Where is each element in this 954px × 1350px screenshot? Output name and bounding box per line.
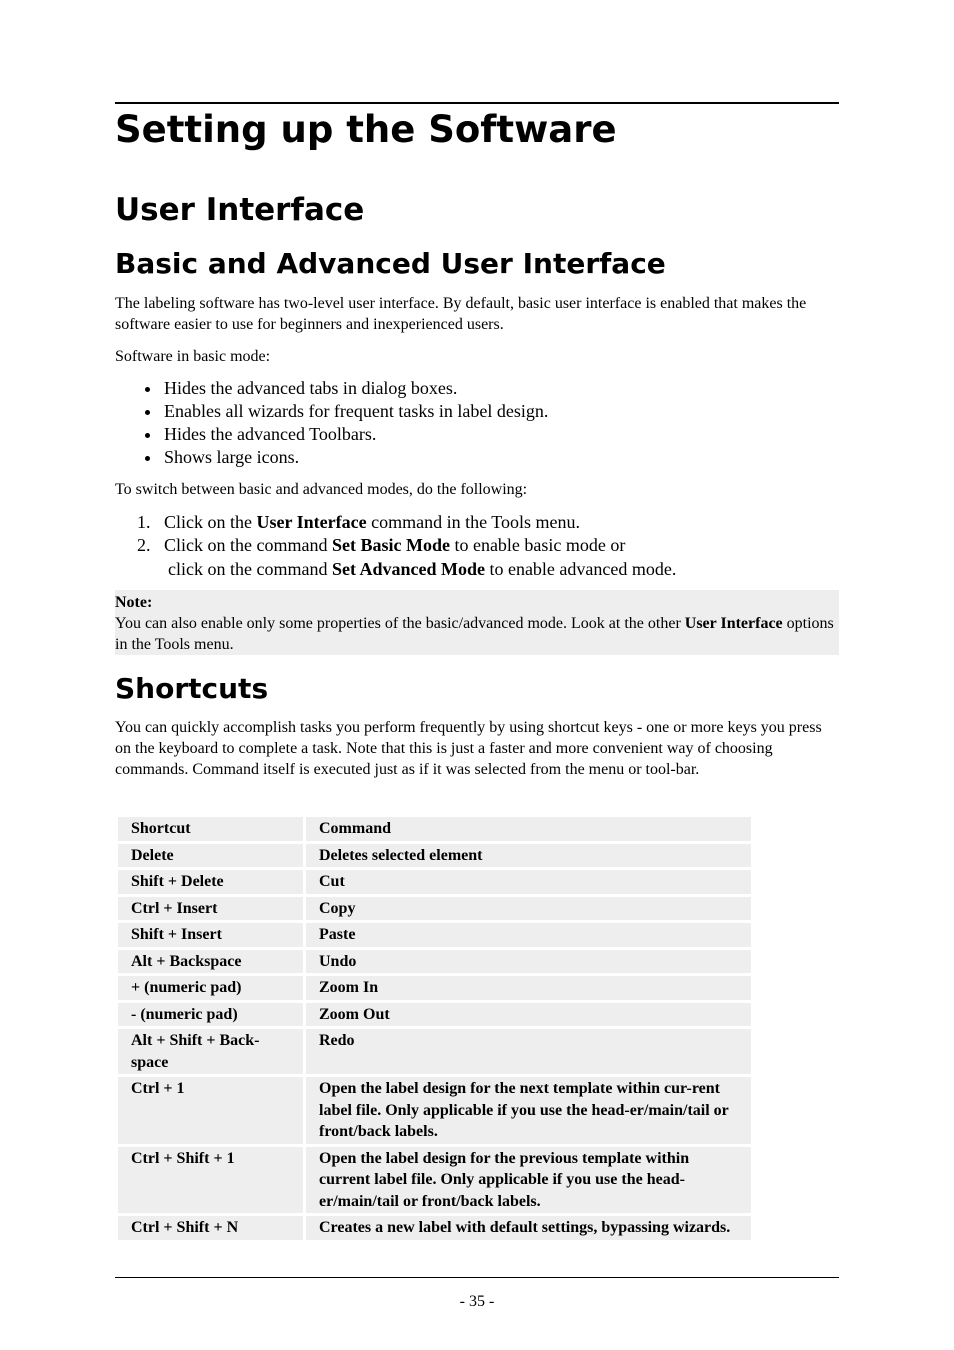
- table-row: [118, 950, 751, 974]
- intro-paragraph: The labeling software has two-level user interface. By default, basic user interface is enabled that makes the software easier to use for beginners and inexperienced users.: [115, 295, 807, 333]
- table-row: [118, 923, 751, 947]
- table-row: [118, 1029, 751, 1074]
- command-cell: Zoom In: [306, 976, 751, 1000]
- list-item: Enables all wizards for frequent tasks in label design.: [115, 400, 839, 423]
- step-2: 2. Click on the command Set Basic Mode to enable basic mode or: [137, 535, 626, 555]
- shortcut-cell: Ctrl + Insert: [118, 897, 303, 921]
- shortcut-cell: + (numeric pad): [118, 976, 303, 1000]
- command-cell: Redo: [306, 1029, 751, 1074]
- command-cell: Zoom Out: [306, 1003, 751, 1027]
- command-cell: Paste: [306, 923, 751, 947]
- step-2-continuation: click on the command Set Advanced Mode to enable advanced mode.: [168, 559, 677, 579]
- step-1: 1. Click on the User Interface command in the Tools menu.: [137, 512, 581, 532]
- shortcuts-heading: Shortcuts: [115, 672, 269, 705]
- command-cell: Cut: [306, 870, 751, 894]
- bottom-rule: [115, 1277, 839, 1278]
- list-item: Shows large icons.: [115, 446, 839, 469]
- list-item: Hides the advanced tabs in dialog boxes.: [115, 377, 839, 400]
- table-row: [118, 1147, 751, 1214]
- switch-lead: To switch between basic and advanced modes, do the following:: [115, 481, 528, 498]
- shortcut-cell: - (numeric pad): [118, 1003, 303, 1027]
- command-cell: Undo: [306, 950, 751, 974]
- shortcut-cell: Shift + Delete: [118, 870, 303, 894]
- command-cell: Creates a new label with default settings, bypassing wizards.: [306, 1216, 751, 1240]
- table-row: [118, 897, 751, 921]
- table-header-row: [118, 817, 751, 841]
- shortcut-cell: Alt + Shift + Back-space: [118, 1029, 303, 1074]
- basic-mode-list: [115, 377, 839, 469]
- table-row: [118, 870, 751, 894]
- page-number: - 35 -: [459, 1293, 495, 1310]
- step-number: 2.: [137, 535, 151, 555]
- command-cell: Copy: [306, 897, 751, 921]
- shortcut-cell: Ctrl + Shift + 1: [118, 1147, 303, 1214]
- section-heading: User Interface: [115, 192, 365, 228]
- note-title: Note:: [115, 594, 153, 611]
- shortcuts-table: [115, 814, 754, 1243]
- table-row: [118, 1077, 751, 1144]
- table-row: [118, 1003, 751, 1027]
- command-cell: Open the label design for the previous template within current label file. Only applicable if you use the head-er/main/tail or front/back labels.: [306, 1147, 751, 1214]
- note-body: You can also enable only some properties of the basic/advanced mode. Look at the other User Interface options in the Tools menu.: [115, 615, 834, 653]
- note-box: [115, 590, 839, 655]
- shortcut-cell: Delete: [118, 844, 303, 868]
- table-row: [118, 844, 751, 868]
- steps-list: [115, 511, 839, 581]
- shortcut-cell: Alt + Backspace: [118, 950, 303, 974]
- subsection-heading: Basic and Advanced User Interface: [115, 247, 666, 280]
- command-cell: Open the label design for the next template within cur-rent label file. Only applicable if you use the head-er/main/tail or front/back labels.: [306, 1077, 751, 1144]
- table-row: [118, 976, 751, 1000]
- shortcuts-intro: You can quickly accomplish tasks you perform frequently by using shortcut keys - one or more keys you press on the keyboard to complete a task. Note that this is just a faster and more convenient way of choosing commands. Command itself is executed just as if it was selected from the menu or tool-bar.: [115, 719, 822, 778]
- shortcut-cell: Ctrl + Shift + N: [118, 1216, 303, 1240]
- table-header-cell: Shortcut: [118, 817, 303, 841]
- shortcut-cell: Ctrl + 1: [118, 1077, 303, 1144]
- page-title: Setting up the Software: [115, 108, 617, 151]
- list-item: Hides the advanced Toolbars.: [115, 423, 839, 446]
- shortcut-cell: Shift + Insert: [118, 923, 303, 947]
- basic-mode-lead: Software in basic mode:: [115, 348, 271, 365]
- step-number: 1.: [137, 512, 151, 532]
- table-header-cell: Command: [306, 817, 751, 841]
- command-cell: Deletes selected element: [306, 844, 751, 868]
- top-rule: [115, 102, 839, 104]
- table-row: [118, 1216, 751, 1240]
